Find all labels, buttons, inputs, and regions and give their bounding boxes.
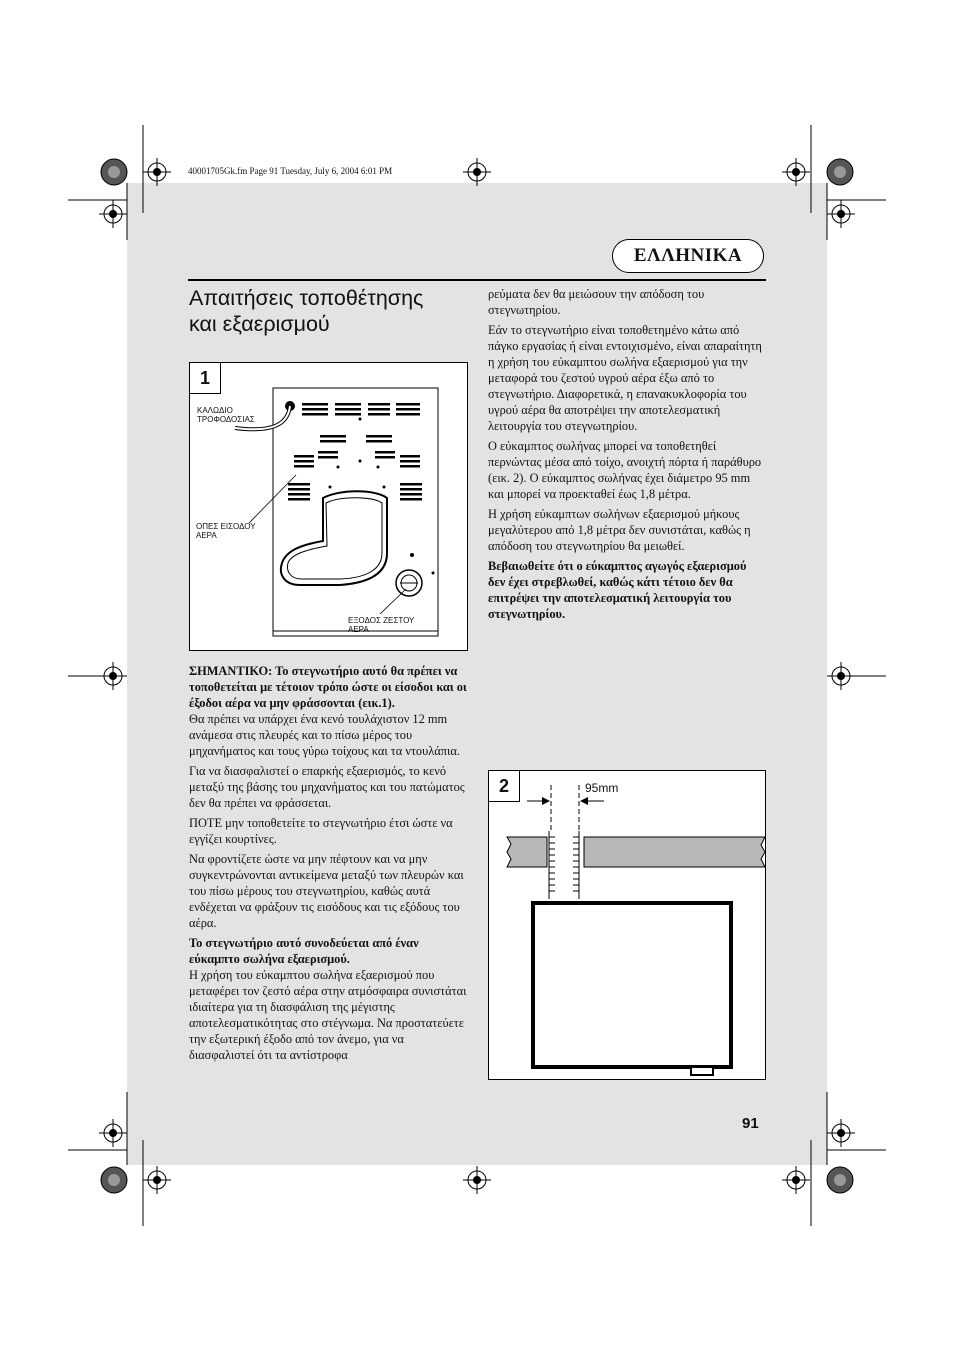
figure-number-1: 1 [190,363,221,394]
language-badge: ΕΛΛΗΝΙΚΑ [612,239,764,273]
paragraph-objects: Να φροντίζετε ώστε να μην πέφτουν και να μην συγκεντρώνονται αντικείμενα μεταξύ των πλευρών και του πίσω μέρους του στεγνωτηρίου, καθώς αυτά ενδέχεται να φράξουν τις εισόδους και τις εξόδους του αέρα. [189,852,464,930]
right-column [488,286,766,626]
figure-number-2: 2 [489,771,520,802]
air-inlets-label: ΟΠΕΣ ΕΙΣΟΔΟΥ ΑΕΡΑ [196,522,256,540]
hose-diameter-label: 95mm [585,781,619,795]
left-column [189,663,467,1067]
paragraph-warning: Βεβαιωθείτε ότι ο εύκαμπτος αγωγός εξαερισμού δεν έχει στρεβλωθεί, καθώς κάτι τέτοιο δεν θα επιτρέψει την αποτελεσματική λειτουργία του στεγνωτηρίου. [488,559,747,621]
page-title [189,285,479,337]
title-line-2: και εξαερισμού [189,312,330,336]
paragraph-built-in: Εάν το στεγνωτήριο είναι τοποθετημένο κάτω από πάγκο εργασίας ή είναι εντοιχισμένο, είναι απαραίτητη η χρήση του εύκαμπτου σωλήνα εξαερισμού για την μεταφορά του ζεστού υγρού αέρα έξω από το στεγνωτήριο. Διαφορετικά, η επανακυκλοφορία του υγρού αέρα θα αποτρέψει την αποτελεσματική λειτουργία του στεγνωτηρίου. [488,323,762,433]
title-line-1: Απαιτήσεις τοποθέτησης [189,286,424,310]
figure-2 [488,770,766,1080]
title-rule [188,279,766,281]
paragraph-hose-diameter: Ο εύκαμπτος σωλήνας μπορεί να τοποθετηθεί περνώντας μέσα από τοίχο, ανοιχτή πόρτα ή παράθυρο (εικ. 2). Ο εύκαμπτος σωλήνας έχει διάμετρο 95 mm και μπορεί να προεκταθεί έως 1,8 μέτρα. [488,439,762,501]
figure-1 [189,362,468,651]
important-note: ΣΗΜΑΝΤΙΚΟ: Το στεγνωτήριο αυτό θα πρέπει να τοποθετείται με τέτοιον τρόπο ώστε οι είσοδοι και οι έξοδοι αέρα να μην φράσσονται (εικ.1). Θα πρέπει να υπάρχει ένα κενό τουλάχιστον 12 mm ανάμεσα στις πλευρές και το πίσω μέρος του μηχανήματος και τους γύρω τοίχους και τα ντουλάπια. [189,664,467,758]
paragraph-hose: Το στεγνωτήριο αυτό συνοδεύεται από έναν εύκαμπτο σωλήνα εξαερισμού. Η χρήση του εύκαμπτου σωλήνα εξαερισμού που μεταφέρει τον ζεστό αέρα στην ατμόσφαιρα συνιστάται ιδιαίτερα για τη διασφάλιση της μέγιστης αποτελεσματικότητας στο στέγνωμα. Να προστατεύετε την εξωτερική έξοδο από τον άνεμο, για να διασφαλιστεί ότι τα αντίστροφα [189,936,467,1062]
power-cable-label: ΚΑΛΩΔΙΟ ΤΡΟΦΟΔΟΣΙΑΣ [197,406,255,424]
paragraph-continuation: ρεύματα δεν θα μειώσουν την απόδοση του στεγνωτηρίου. [488,287,705,317]
file-header: 40001705Gk.fm Page 91 Tuesday, July 6, 2004 6:01 PM [188,166,393,176]
page-number: 91 [742,1115,759,1132]
hot-air-outlet-label: ΕΞΟΔΟΣ ΖΕΣΤΟΥ ΑΕΡΑ [348,616,415,634]
paragraph-ventilation: Για να διασφαλιστεί ο επαρκής εξαερισμός, το κενό μεταξύ της βάσης του μηχανήματος και του πατώματος δεν θα πρέπει να φράσσεται. [189,764,465,810]
vent-hose-wall-diagram [489,771,767,1081]
paragraph-curtains: ΠΟΤΕ μην τοποθετείτε το στεγνωτήριο έτσι ώστε να εγγίζει κουρτίνες. [189,816,453,846]
paragraph-hose-length: Η χρήση εύκαμπτων σωλήνων εξαερισμού μήκους μεγαλύτερου από 1,8 μέτρα δεν συνιστάται, καθώς η απόδοση του στεγνωτηρίου θα μειωθεί. [488,507,751,553]
